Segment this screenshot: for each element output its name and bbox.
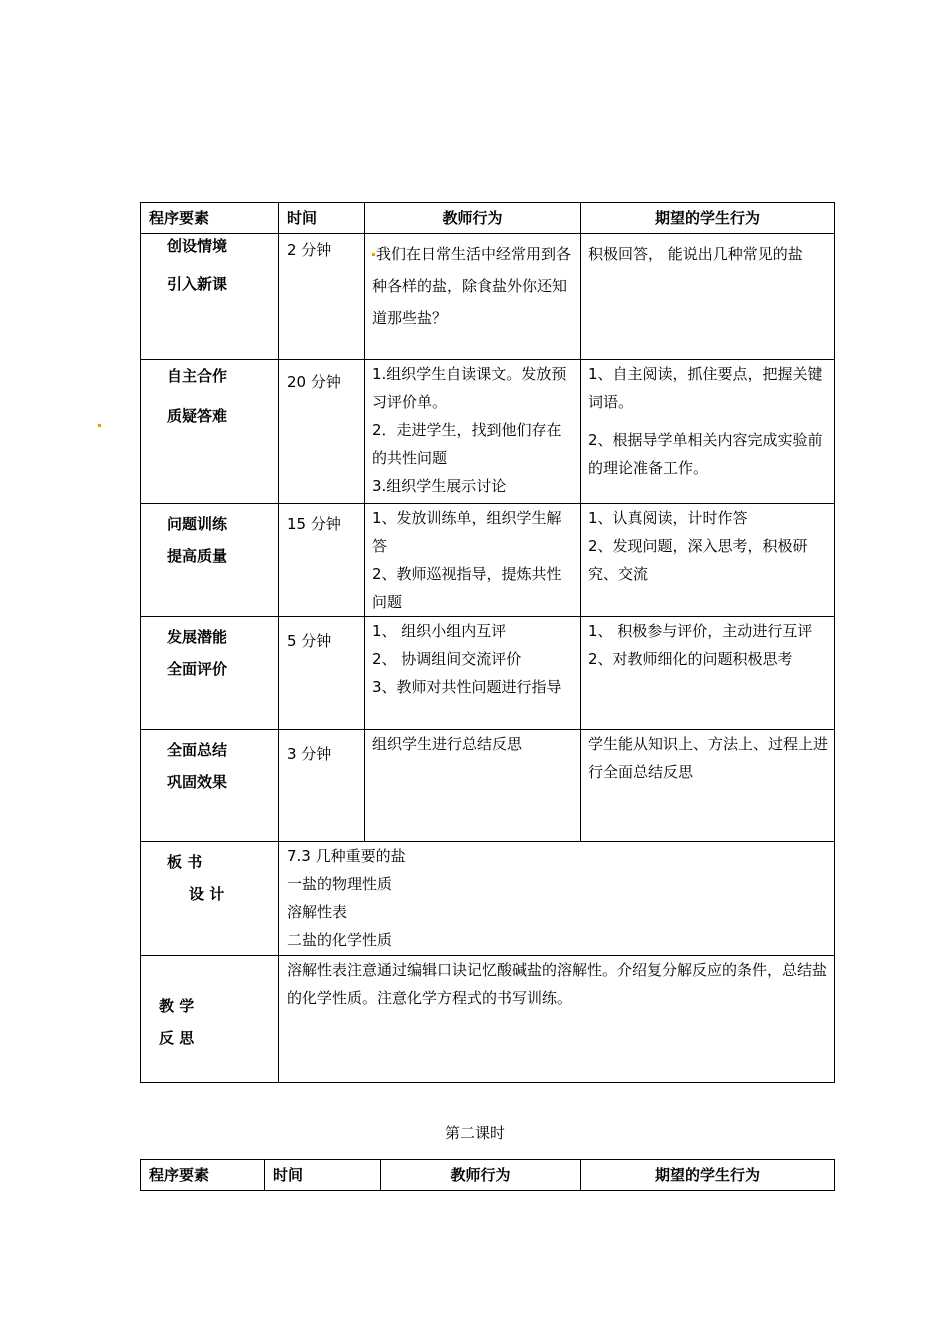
header-step: 程序要素 xyxy=(141,1160,265,1191)
reflection-content: 溶解性表注意通过编辑口诀记忆酸碱盐的溶解性。介绍复分解反应的条件，总结盐的化学性质。注意化学方程式的书写训练。 xyxy=(279,956,835,1083)
marker-dot xyxy=(98,424,101,427)
teacher-cell: 组织学生进行总结反思 xyxy=(365,730,581,842)
teacher-cell: 1、 组织小组内互评 2、 协调组间交流评价 3、教师对共性问题进行指导 xyxy=(365,617,581,730)
table-row xyxy=(141,504,835,617)
time-cell: 5 分钟 xyxy=(279,617,365,730)
student-cell: 积极回答， 能说出几种常见的盐 xyxy=(581,234,835,360)
table-header-row xyxy=(141,203,835,234)
teacher-cell: 1、发放训练单，组织学生解答 2、教师巡视指导，提炼共性问题 xyxy=(365,504,581,617)
table-row xyxy=(141,360,835,504)
student-cell: 1、自主阅读，抓住要点，把握关键词语。 2、根据导学单相关内容完成实验前的理论准备工作。 xyxy=(581,360,835,504)
header-teacher: 教师行为 xyxy=(365,203,581,234)
marker-dot xyxy=(372,253,375,256)
step-cell: 全面总结 巩固效果 xyxy=(141,730,279,842)
header-student: 期望的学生行为 xyxy=(581,203,835,234)
table-row xyxy=(141,730,835,842)
section-caption: 第二课时 xyxy=(444,1124,505,1142)
teacher-cell: 1.组织学生自读课文。发放预习评价单。 2．走进学生，找到他们存在的共性问题 3.组织学生展示讨论 xyxy=(365,360,581,504)
time-cell: 2 分钟 xyxy=(279,234,365,360)
header-time: 时间 xyxy=(265,1160,381,1191)
lesson-table-2 xyxy=(140,1159,835,1191)
reflection-label: 教 学 反 思 xyxy=(141,956,279,1083)
step-cell: 创设情境 引入新课 xyxy=(141,234,279,360)
header-step: 程序要素 xyxy=(141,203,279,234)
step-cell: 发展潜能 全面评价 xyxy=(141,617,279,730)
board-design-content: 7.3 几种重要的盐 一盐的物理性质 溶解性表 二盐的化学性质 xyxy=(279,842,835,956)
time-cell: 15 分钟 xyxy=(279,504,365,617)
header-student: 期望的学生行为 xyxy=(581,1160,835,1191)
reflection-row xyxy=(141,956,835,1083)
step-cell: 自主合作 质疑答难 xyxy=(141,360,279,504)
time-cell: 3 分钟 xyxy=(279,730,365,842)
header-teacher: 教师行为 xyxy=(381,1160,581,1191)
student-cell: 1、认真阅读，计时作答 2、发现问题，深入思考，积极研究、交流 xyxy=(581,504,835,617)
student-cell: 1、 积极参与评价，主动进行互评 2、对教师细化的问题积极思考 xyxy=(581,617,835,730)
step-cell: 问题训练 提高质量 xyxy=(141,504,279,617)
board-design-label: 板 书 设 计 xyxy=(141,842,279,956)
board-design-row xyxy=(141,842,835,956)
teacher-cell: 我们在日常生活中经常用到各种各样的盐，除食盐外你还知道那些盐？ xyxy=(365,234,581,360)
lesson-table-1 xyxy=(140,202,835,1083)
table-row xyxy=(141,617,835,730)
time-cell: 20 分钟 xyxy=(279,360,365,504)
header-time: 时间 xyxy=(279,203,365,234)
student-cell: 学生能从知识上、方法上、过程上进行全面总结反思 xyxy=(581,730,835,842)
table-row xyxy=(141,234,835,360)
table-header-row xyxy=(141,1160,835,1191)
